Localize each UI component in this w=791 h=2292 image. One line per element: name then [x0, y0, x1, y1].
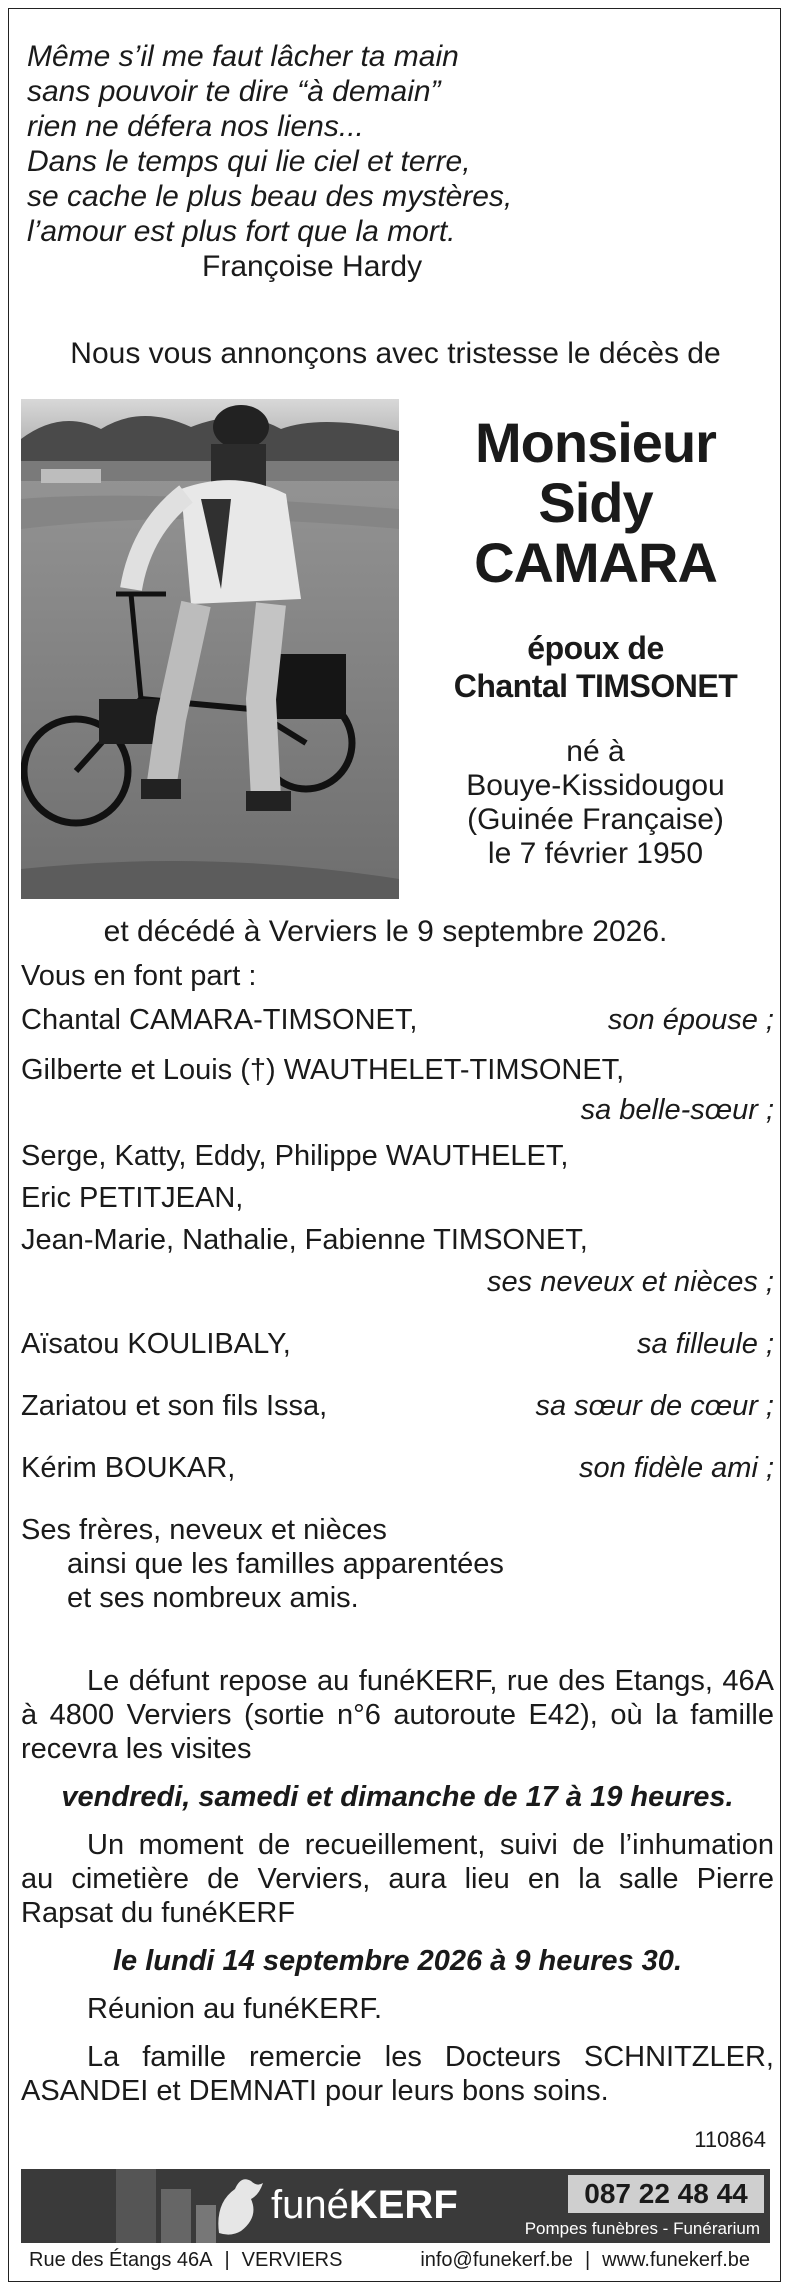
member-name: Gilberte et Louis (†) WAUTHELET-TIMSONET, — [21, 1054, 625, 1086]
phone-number[interactable]: 087 22 48 44 — [568, 2175, 764, 2213]
separator: | — [584, 2249, 591, 2271]
city: VERVIERS — [241, 2249, 343, 2271]
email-link[interactable]: info@funekerf.be — [420, 2249, 573, 2271]
ceremony-date: le lundi 14 septembre 2026 à 9 heures 30. — [112, 1945, 682, 1977]
birth-block — [409, 735, 782, 871]
birth-place: Bouye-Kissidougou — [466, 769, 725, 802]
family-intro: Vous en font part : — [21, 960, 257, 992]
member-relation: sa filleule ; — [636, 1328, 774, 1360]
logo-block — [116, 2169, 156, 2243]
deceased-title: Monsieur — [475, 411, 716, 474]
brand-logo — [271, 2183, 458, 2228]
spouse-block — [409, 629, 782, 705]
dove-icon — [211, 2173, 267, 2239]
deceased-identity — [409, 413, 782, 871]
birth-date: le 7 février 1950 — [487, 837, 704, 870]
logo-block — [161, 2189, 191, 2243]
member-name: Eric PETITJEAN, — [21, 1182, 244, 1214]
spouse-label: époux de — [527, 630, 664, 666]
announcement: Nous vous annonçons avec tristesse le décès de — [70, 337, 721, 370]
others-line: Ses frères, neveux et nièces — [21, 1514, 387, 1546]
viewing-paragraph: Le défunt repose au funéKERF, rue des Etangs, 46A à 4800 Verviers (sortie n°6 autoroute E42), où la famille recevra les visites — [21, 1665, 774, 1765]
spouse-name: Chantal TIMSONET — [453, 668, 738, 704]
member-name: Zariatou et son fils Issa, — [21, 1390, 328, 1422]
member-name: Kérim BOUKAR, — [21, 1452, 236, 1484]
funeral-details — [21, 1664, 774, 2108]
member-name: Jean-Marie, Nathalie, Fabienne TIMSONET, — [21, 1224, 588, 1256]
separator: | — [224, 2249, 230, 2271]
contact-line — [29, 2249, 778, 2272]
poem-line: sans pouvoir te dire “à demain” — [27, 75, 441, 108]
others-line: ainsi que les familles apparentées — [67, 1548, 504, 1580]
poem-author: Françoise Hardy — [202, 250, 423, 283]
family-list — [21, 959, 774, 1615]
gathering-paragraph: Réunion au funéKERF. — [87, 1993, 383, 2025]
member-name: Chantal CAMARA-TIMSONET, — [21, 1004, 418, 1036]
reference-number: 110864 — [694, 2127, 766, 2152]
poem-line: Même s’il me faut lâcher ta main — [27, 40, 459, 73]
family-member — [21, 1327, 774, 1361]
member-relation: ses neveux et nièces ; — [487, 1266, 774, 1298]
death-line: et décédé à Verviers le 9 septembre 2026. — [103, 915, 668, 948]
others-line: et ses nombreux amis. — [67, 1582, 359, 1614]
address: Rue des Étangs 46A — [29, 2249, 213, 2271]
member-relation: son épouse ; — [607, 1004, 774, 1036]
ceremony-paragraph: Un moment de recueillement, suivi de l’inhumation au cimetière de Verviers, aura lieu en la salle Pierre Rapsat du funéKERF — [21, 1829, 774, 1929]
deceased-first-name: Sidy — [538, 471, 653, 534]
family-member — [21, 1389, 774, 1423]
poem-line: rien ne défera nos liens... — [27, 110, 364, 143]
member-name: Serge, Katty, Eddy, Philippe WAUTHELET, — [21, 1140, 569, 1172]
member-relation: son fidèle ami ; — [578, 1452, 774, 1484]
member-relation: sa sœur de cœur ; — [535, 1390, 774, 1422]
tagline: Pompes funèbres - Funérarium — [524, 2219, 760, 2238]
poem — [27, 39, 512, 284]
thanks-paragraph: La famille remercie les Docteurs SCHNITZLER, ASANDEI et DEMNATI pour leurs bons soins. — [21, 2041, 774, 2107]
website-link[interactable]: www.funekerf.be — [602, 2249, 750, 2271]
brand-logo-light: funé — [271, 2183, 349, 2227]
obituary-page — [8, 8, 781, 2282]
family-member — [21, 1451, 774, 1485]
member-relation: sa belle-sœur ; — [580, 1094, 774, 1126]
member-name: Aïsatou KOULIBALY, — [21, 1328, 291, 1360]
poem-line: Dans le temps qui lie ciel et terre, — [27, 145, 471, 178]
birth-region: (Guinée Française) — [467, 803, 724, 836]
viewing-times: vendredi, samedi et dimanche de 17 à 19 heures. — [61, 1781, 734, 1813]
born-label: né à — [566, 735, 625, 768]
poem-line: l’amour est plus fort que la mort. — [27, 215, 456, 248]
brand-logo-bold: KERF — [348, 2183, 458, 2227]
deceased-last-name: CAMARA — [474, 531, 717, 594]
poem-line: se cache le plus beau des mystères, — [27, 180, 513, 213]
funeral-home-banner — [21, 2169, 770, 2243]
deceased-photo — [21, 399, 399, 899]
family-member — [21, 1003, 774, 1037]
